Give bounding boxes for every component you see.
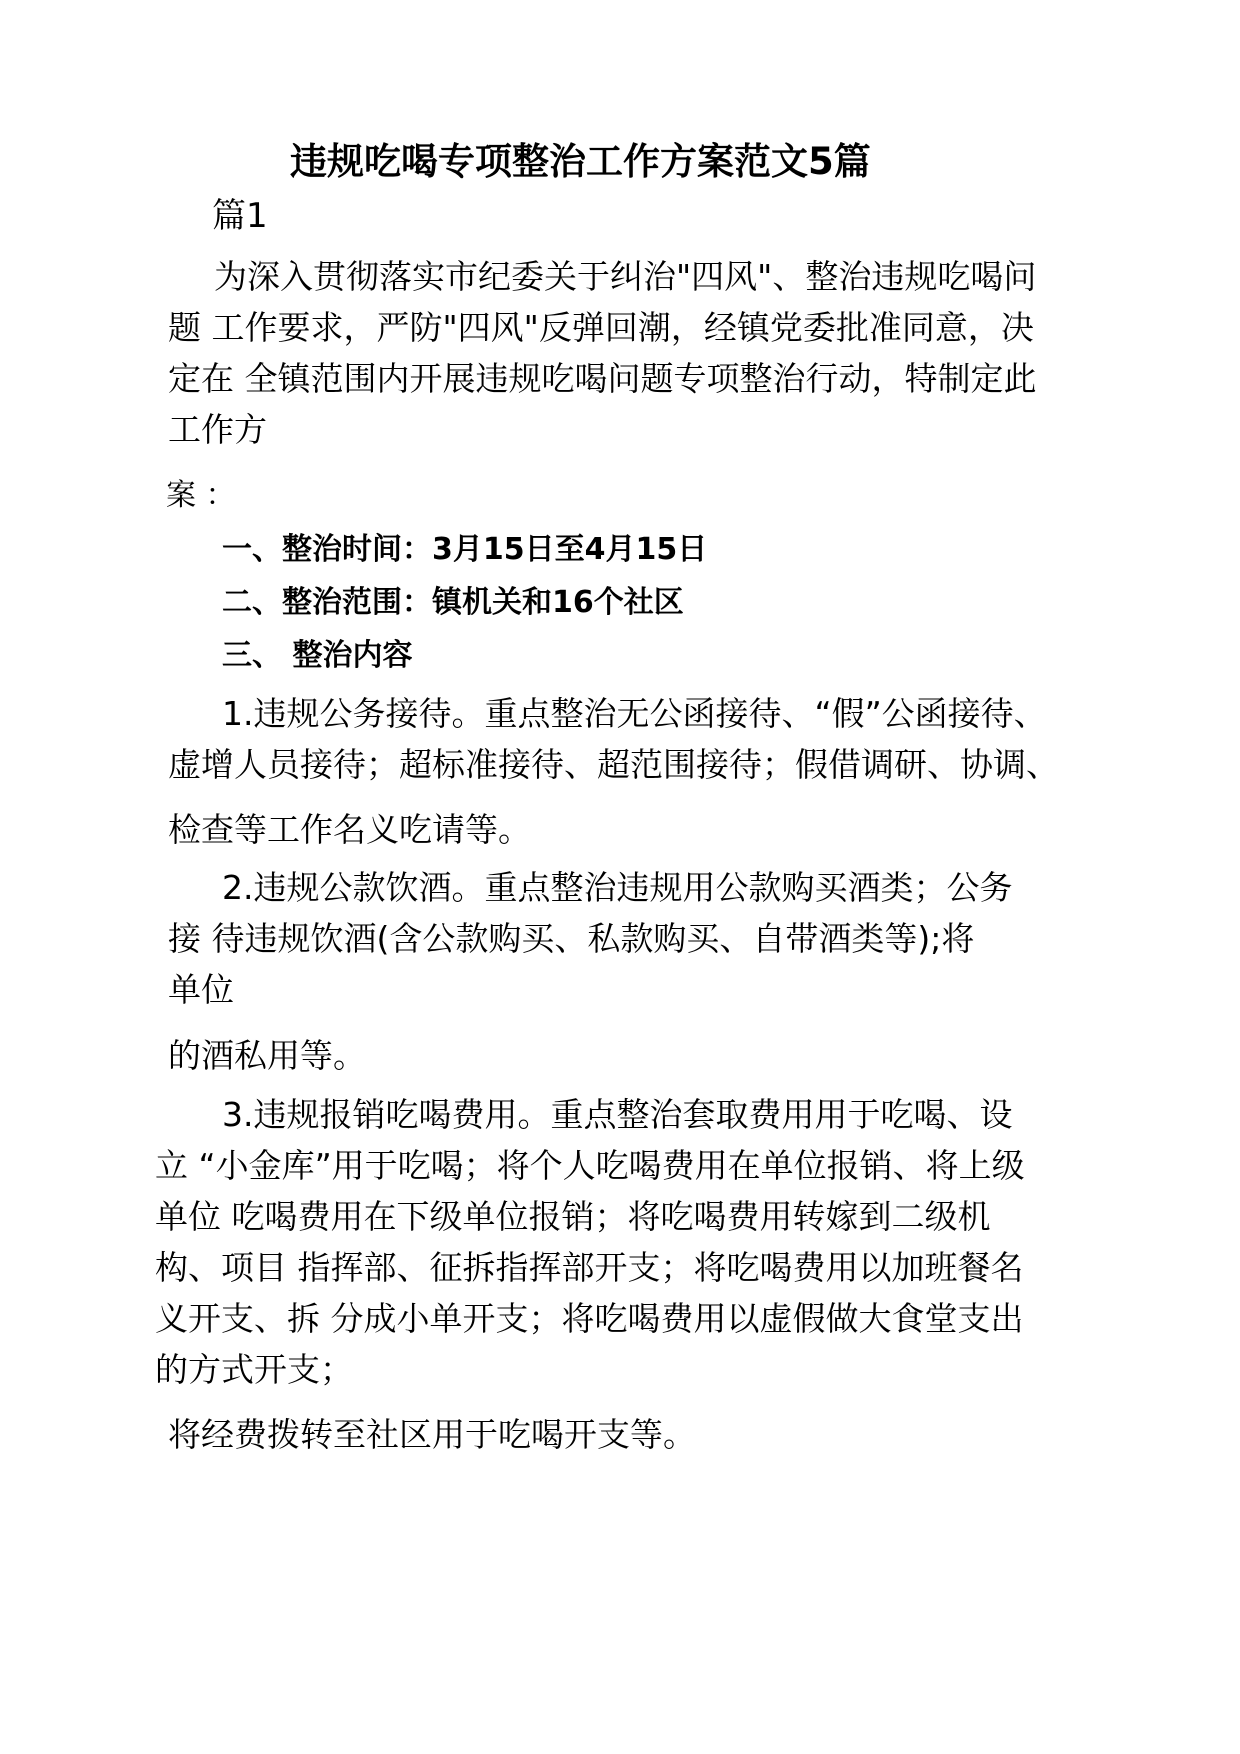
item1-line-1: 1.违规公务接待。重点整治无公函接待、“假”公函接待、 bbox=[222, 694, 1047, 733]
item1-line-3: 检查等工作名义吃请等。 bbox=[168, 810, 531, 849]
item3-line-7: 将经费拨转至社区用于吃喝开支等。 bbox=[168, 1415, 696, 1454]
intro-line-3: 定在 全镇范围内开展违规吃喝问题专项整治行动，特制定此 bbox=[168, 359, 1037, 398]
item1-line-2: 虚增人员接待；超标准接待、超范围接待；假借调研、协调、 bbox=[168, 745, 1059, 784]
item3-line-1: 3.违规报销吃喝费用。重点整治套取费用用于吃喝、设 bbox=[222, 1095, 1013, 1134]
heading-time: 一、整治时间：3月15日至4月15日 bbox=[222, 532, 708, 567]
item2-line-3: 单位 bbox=[168, 970, 234, 1009]
intro-line-1: 为深入贯彻落实市纪委关于纠治"四风"、整治违规吃喝问 bbox=[214, 257, 1037, 296]
intro-line-4: 工作方 bbox=[168, 410, 267, 449]
item3-line-4: 构、项目 指挥部、征拆指挥部开支；将吃喝费用以加班餐名 bbox=[155, 1248, 1024, 1287]
item2-line-1: 2.违规公款饮酒。重点整治违规用公款购买酒类；公务 bbox=[222, 868, 1013, 907]
heading-content: 三、 整治内容 bbox=[222, 638, 413, 673]
item3-line-5: 义开支、拆 分成小单开支；将吃喝费用以虚假做大食堂支出 bbox=[155, 1299, 1024, 1338]
intro-line-2: 题 工作要求，严防"四风"反弹回潮，经镇党委批准同意，决 bbox=[168, 308, 1034, 347]
item2-line-2: 接 待违规饮酒(含公款购买、私款购买、自带酒类等);将 bbox=[168, 919, 975, 958]
section-label: 篇1 bbox=[212, 196, 268, 236]
item3-line-6: 的方式开支； bbox=[155, 1350, 353, 1389]
heading-scope: 二、整治范围：镇机关和16个社区 bbox=[222, 585, 684, 620]
document-title: 违规吃喝专项整治工作方案范文5篇 bbox=[290, 140, 871, 183]
item3-line-2: 立 “小金库”用于吃喝；将个人吃喝费用在单位报销、将上级 bbox=[155, 1146, 1025, 1185]
item2-line-4: 的酒私用等。 bbox=[168, 1036, 366, 1075]
intro-line-5: 案 ： bbox=[166, 478, 236, 513]
item3-line-3: 单位 吃喝费用在下级单位报销；将吃喝费用转嫁到二级机 bbox=[155, 1197, 991, 1236]
